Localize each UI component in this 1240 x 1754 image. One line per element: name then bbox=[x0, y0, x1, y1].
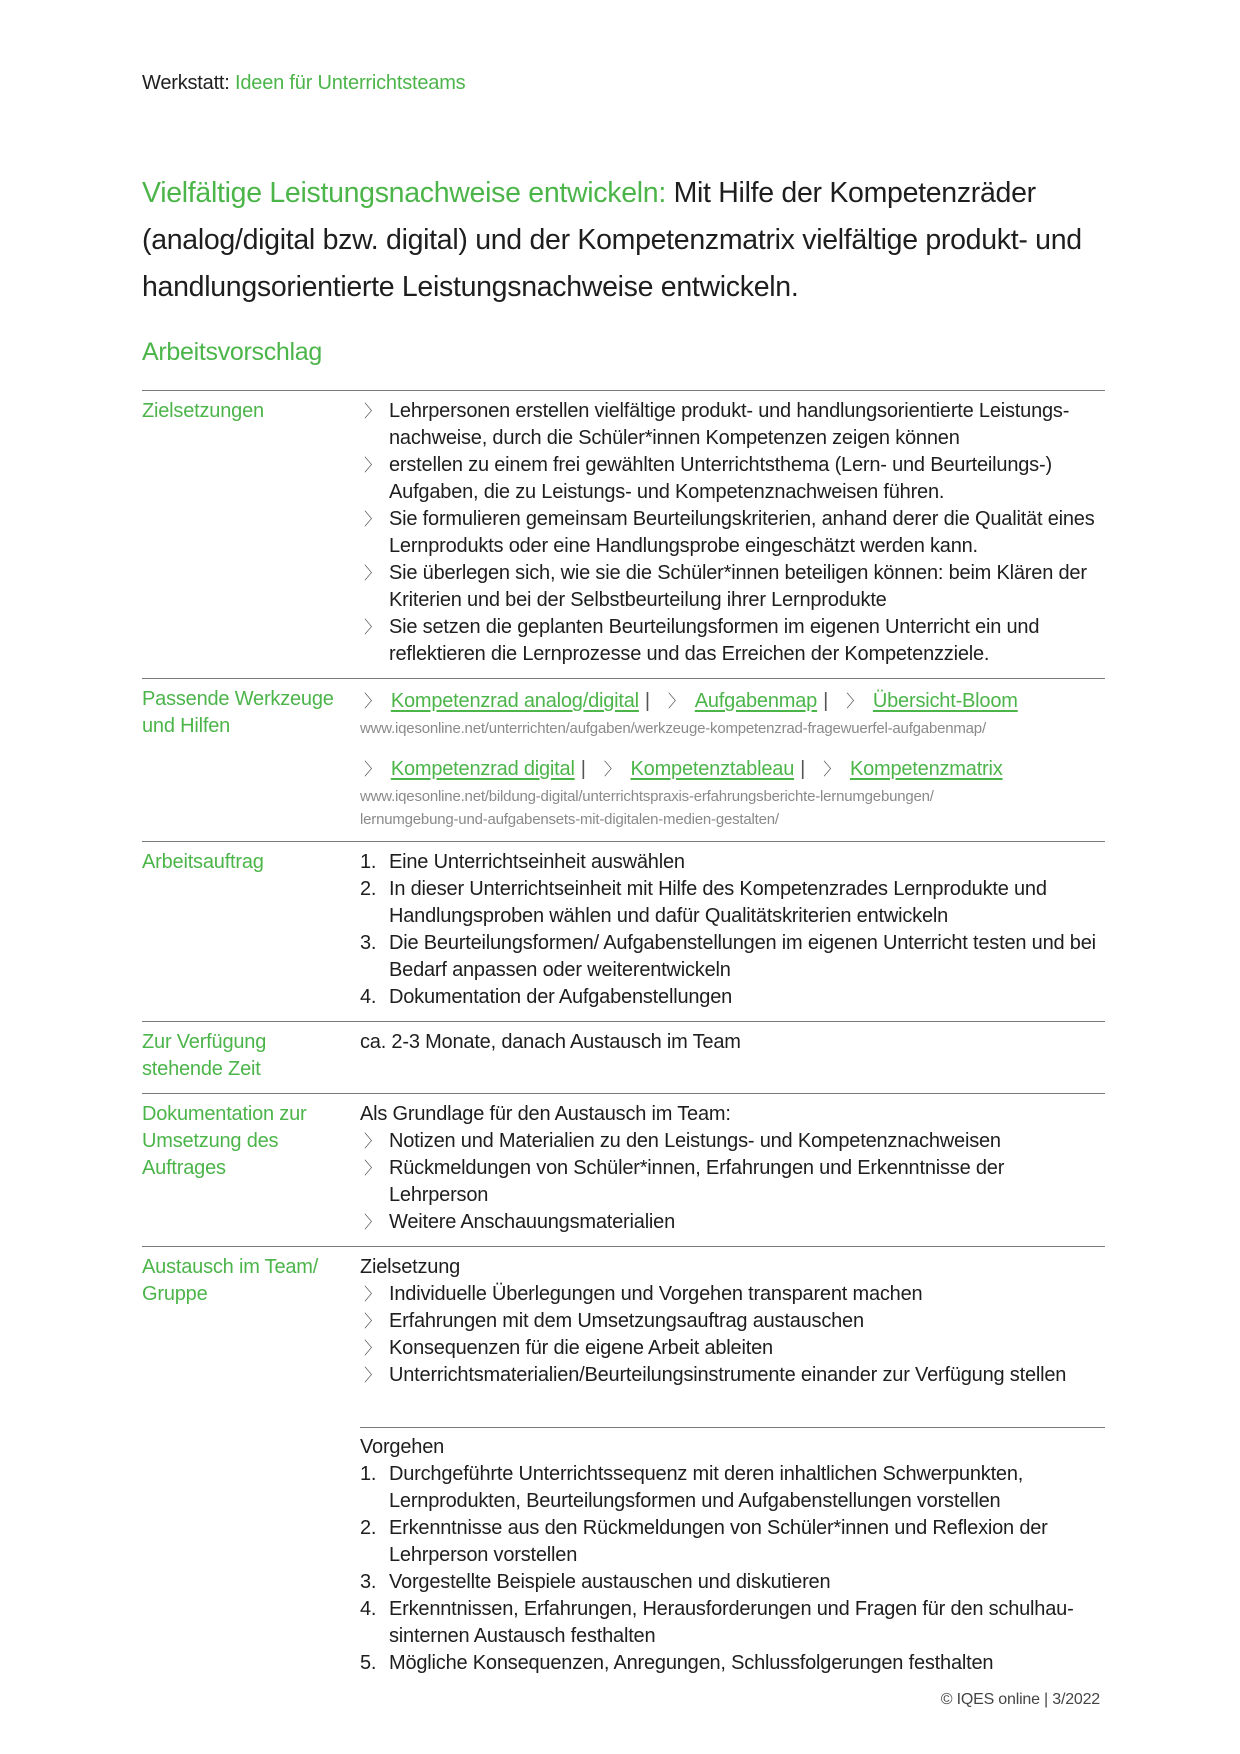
row-arbeitsauftrag bbox=[142, 842, 1105, 1022]
divider bbox=[360, 1427, 1105, 1428]
row-werkzeuge bbox=[142, 679, 1105, 842]
title-text: Mit Hilfe der Kompetenzräder (analog/digital bzw. digital) und der Kompetenzmatrix vielfältige produkt- und handlungsorientierte Leistungsnachweise entwickeln. bbox=[142, 177, 1082, 303]
time-text: ca. 2-3 Monate, danach Austausch im Team bbox=[360, 1031, 741, 1053]
link-aufgabenmap[interactable]: Aufgabenmap bbox=[694, 690, 818, 712]
page-header bbox=[142, 72, 465, 95]
list-item: 1. Eine Unterrichtseinheit auswählen bbox=[360, 851, 685, 873]
title-highlight: Vielfältige Leistungsnachweise entwickeln: bbox=[142, 177, 666, 209]
list-item: 4. Erkenntnissen, Erfahrungen, Herausforderungen und Fragen für den schulhau-sinternen Austausch festhalten bbox=[360, 1598, 1074, 1647]
procedure-list bbox=[360, 1461, 1105, 1677]
chevron-right-icon: 〉 bbox=[364, 618, 381, 637]
list-item: 〉 erstellen zu einem frei gewählten Unterrichtsthema (Lern- und Beurteilungs-) Aufgaben, die zu Leistungs- und Kompetenznachweisen führen. bbox=[364, 454, 1052, 503]
chevron-right-icon: 〉 bbox=[364, 1213, 381, 1232]
row-label: Austausch im Team/ Gruppe bbox=[142, 1256, 319, 1305]
work-proposal-table bbox=[142, 390, 1105, 1687]
goals-list bbox=[360, 398, 1105, 668]
chevron-right-icon: 〉 bbox=[364, 1132, 381, 1151]
list-item: 〉 Sie formulieren gemeinsam Beurteilungskriterien, anhand derer die Qualität eines Lernprodukts oder eine Handlungsprobe eingeschätzt werden kann. bbox=[364, 508, 1095, 557]
list-item: 〉 Weitere Anschauungsmaterialien bbox=[360, 1209, 1105, 1236]
chevron-right-icon: 〉 bbox=[364, 510, 381, 529]
list-item: 〉 Konsequenzen für die eigene Arbeit ableiten bbox=[360, 1335, 1105, 1362]
chevron-right-icon: 〉 bbox=[846, 692, 863, 711]
link-kompetenzrad-digital[interactable]: Kompetenzrad digital bbox=[390, 758, 575, 780]
url-text: www.iqesonline.net/unterrichten/aufgaben/werkzeuge-kompetenzrad-fragewuerfel-aufgabenmap/ bbox=[360, 720, 986, 737]
footer-copyright: © IQES online | 3/2022 bbox=[940, 1691, 1100, 1708]
url-text: www.iqesonline.net/bildung-digital/unterrichtspraxis-erfahrungsberichte-lernumgebungen/ bbox=[360, 788, 934, 805]
header-section: Ideen für Unterrichtsteams bbox=[235, 72, 466, 94]
row-label: Passende Werkzeuge und Hilfen bbox=[142, 688, 334, 737]
chevron-right-icon: 〉 bbox=[364, 1159, 381, 1178]
link-kompetenztableau[interactable]: Kompetenztableau bbox=[630, 758, 795, 780]
list-item: 1. Durchgeführte Unterrichtssequenz mit deren inhaltlichen Schwerpunkten, Lernprodukten, Beurteilungsformen und Aufgabenstellungen vorstellen bbox=[360, 1463, 1024, 1512]
documentation-list bbox=[360, 1128, 1105, 1236]
chevron-right-icon: 〉 bbox=[364, 402, 381, 421]
chevron-right-icon: 〉 bbox=[364, 1366, 381, 1385]
list-item: 4. Dokumentation der Aufgabenstellungen bbox=[360, 986, 733, 1008]
list-item: 3. Die Beurteilungsformen/ Aufgabenstellungen im eigenen Unterricht testen und bei Bedarf anpassen oder weiterentwickeln bbox=[360, 932, 1096, 981]
row-label: Dokumentation zur Umsetzung des Auftrages bbox=[142, 1103, 307, 1179]
row-zielsetzungen bbox=[142, 391, 1105, 679]
chevron-right-icon: 〉 bbox=[364, 1312, 381, 1331]
list-item: 〉 Rückmeldungen von Schüler*innen, Erfahrungen und Erkenntnisse der Lehrperson bbox=[364, 1157, 1005, 1206]
link-uebersicht-bloom[interactable]: Übersicht-Bloom bbox=[872, 690, 1018, 712]
exchange-goals-list bbox=[360, 1281, 1105, 1389]
link-kompetenzrad-analog-digital[interactable]: Kompetenzrad analog/digital bbox=[390, 690, 639, 712]
tool-links-group-2: 〉 Kompetenzrad digital | 〉 Kompetenztableau | 〉 Kompetenzmatrix bbox=[364, 758, 1003, 780]
vorgehen-heading: Vorgehen bbox=[360, 1436, 445, 1458]
header-prefix: Werkstatt: bbox=[142, 72, 236, 94]
row-label: Zielsetzungen bbox=[142, 400, 264, 422]
list-item: 2. In dieser Unterrichtseinheit mit Hilfe des Kompetenzrades Lernprodukte und Handlungsproben wählen und dafür Qualitätskriterien entwickeln bbox=[360, 878, 1047, 927]
list-item: 〉 Sie setzen die geplanten Beurteilungsformen im eigenen Unterricht ein und reflektieren die Lernprozesse und das Erreichen der Kompetenzziele. bbox=[364, 616, 1040, 665]
row-zeit bbox=[142, 1022, 1105, 1094]
chevron-right-icon: 〉 bbox=[364, 456, 381, 475]
task-list bbox=[360, 849, 1105, 1011]
tool-links-group-1: 〉 Kompetenzrad analog/digital | 〉 Aufgabenmap | 〉 Übersicht-Bloom bbox=[364, 690, 1018, 712]
chevron-right-icon: 〉 bbox=[667, 692, 685, 711]
list-item: 〉 Individuelle Überlegungen und Vorgehen transparent machen bbox=[360, 1281, 1105, 1308]
list-item: 2. Erkenntnisse aus den Rückmeldungen von Schüler*innen und Reflexion der Lehrperson vorstellen bbox=[360, 1517, 1048, 1566]
chevron-right-icon: 〉 bbox=[364, 564, 381, 583]
chevron-right-icon: 〉 bbox=[364, 1339, 381, 1358]
list-item: 〉 Sie überlegen sich, wie sie die Schüler*innen beteiligen können: beim Klären der Kriterien und bei der Selbstbeurteilung ihrer Lernprodukte bbox=[364, 562, 1087, 611]
list-item: 〉 Notizen und Materialien zu den Leistungs- und Kompetenznachweisen bbox=[360, 1128, 1105, 1155]
chevron-right-icon: 〉 bbox=[364, 692, 381, 711]
url-text: lernumgebung-und-aufgabensets-mit-digitalen-medien-gestalten/ bbox=[360, 811, 779, 828]
row-dokumentation bbox=[142, 1094, 1105, 1247]
list-item: 〉 Erfahrungen mit dem Umsetzungsauftrag austauschen bbox=[360, 1308, 1105, 1335]
chevron-right-icon: 〉 bbox=[823, 760, 840, 779]
documentation-intro: Als Grundlage für den Austausch im Team: bbox=[360, 1103, 731, 1125]
link-kompetenzmatrix[interactable]: Kompetenzmatrix bbox=[849, 758, 1003, 780]
zielsetzung-heading: Zielsetzung bbox=[360, 1256, 461, 1278]
row-austausch bbox=[142, 1247, 1105, 1687]
list-item: 〉 Lehrpersonen erstellen vielfältige produkt- und handlungsorientierte Leistungs-nachweise, durch die Schüler*innen Kompetenzen zeigen können bbox=[364, 400, 1070, 449]
list-item: 5. Mögliche Konsequenzen, Anregungen, Schlussfolgerungen festhalten bbox=[360, 1652, 994, 1674]
chevron-right-icon: 〉 bbox=[364, 1285, 381, 1304]
section-heading: Arbeitsvorschlag bbox=[142, 338, 323, 366]
page-title bbox=[142, 170, 1112, 311]
row-label: Arbeitsauftrag bbox=[142, 851, 264, 873]
chevron-right-icon: 〉 bbox=[603, 760, 621, 779]
chevron-right-icon: 〉 bbox=[364, 760, 381, 779]
list-item: 3. Vorgestellte Beispiele austauschen und diskutieren bbox=[360, 1571, 831, 1593]
list-item: 〉 Unterrichtsmaterialien/Beurteilungsinstrumente einander zur Verfügung stellen bbox=[360, 1362, 1105, 1389]
row-label: Zur Verfügung stehende Zeit bbox=[142, 1031, 267, 1080]
